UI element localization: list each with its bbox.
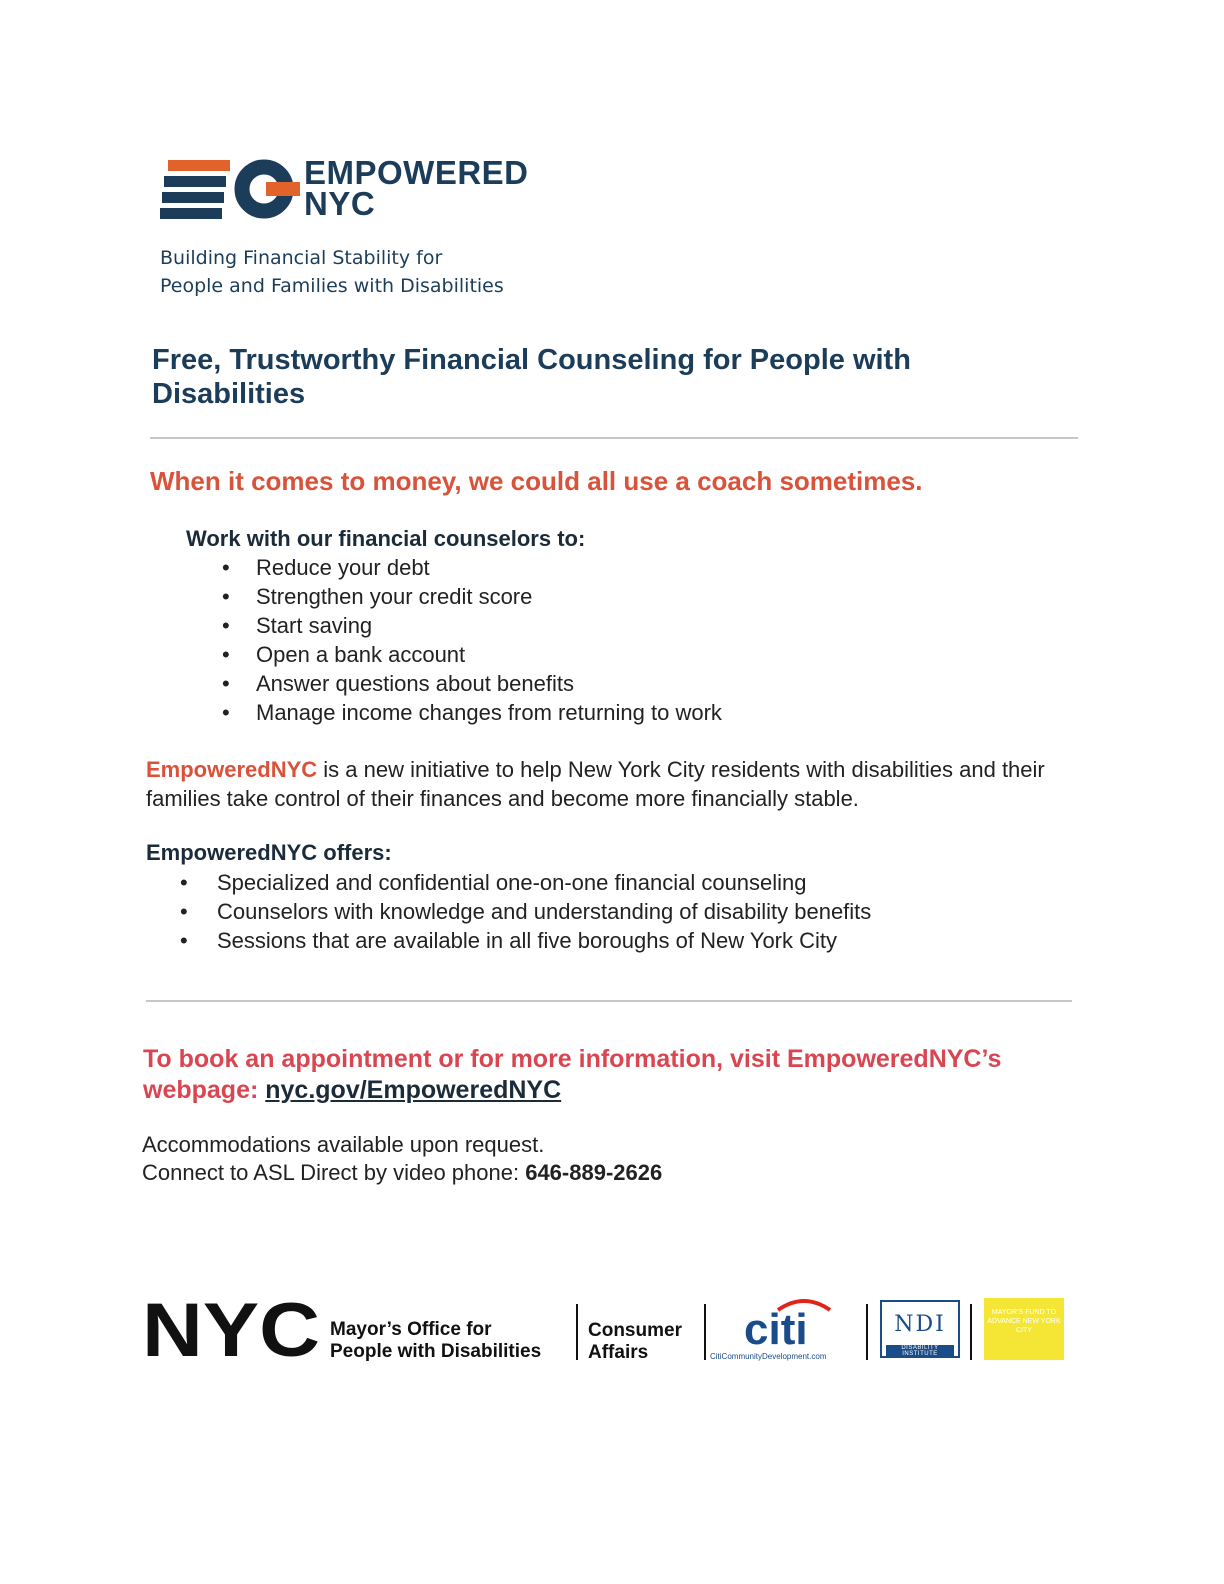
divider-bottom	[146, 1000, 1072, 1002]
page-title: Free, Trustworthy Financial Counseling for People with Disabilities	[152, 344, 911, 410]
logo-line-2: NYC	[304, 185, 376, 222]
webpage-link[interactable]: nyc.gov/EmpoweredNYC	[265, 1076, 562, 1104]
mopd-line-2: People with Disabilities	[330, 1341, 542, 1362]
offers-list	[217, 868, 871, 955]
work-heading: Work with our financial counselors to:	[186, 526, 586, 551]
asl-prefix: Connect to ASL Direct by video phone:	[142, 1160, 526, 1185]
ndi-logo-title: NDI	[894, 1312, 946, 1337]
list-item: • Specialized and confidential one-on-one financial counseling	[217, 868, 871, 897]
ndi-logo-subtitle: DISABILITY INSTITUTE	[886, 1345, 954, 1357]
intro-paragraph	[146, 755, 1086, 813]
mopd-label	[330, 1319, 541, 1363]
intro-text: is a new initiative to help New York City residents with disabilities and their families take control of their finances and become more financially stable.	[146, 757, 1045, 811]
coach-tagline: When it comes to money, we could all use a coach sometimes.	[150, 466, 923, 496]
empowered-nyc-logo-icon	[160, 158, 300, 220]
footer-divider	[970, 1304, 972, 1360]
mopd-line-1: Mayor’s Office for	[330, 1319, 492, 1340]
list-item: • Start saving	[256, 611, 722, 640]
mayors-fund-logo: MAYOR’S FUND TO ADVANCE NEW YORK CITY	[984, 1298, 1064, 1360]
tagline-line-1: Building Financial Stability for	[160, 247, 443, 269]
intro-brand: EmpoweredNYC	[146, 757, 318, 782]
work-list	[256, 553, 722, 727]
tagline-line-2: People and Families with Disabilities	[160, 275, 504, 297]
divider-top	[150, 437, 1078, 439]
asl-phone-number[interactable]: 646-889-2626	[525, 1160, 663, 1185]
list-item: • Manage income changes from returning to work	[256, 698, 722, 727]
accommodations-line: Accommodations available upon request.	[142, 1132, 545, 1157]
offers-heading: EmpoweredNYC offers:	[146, 840, 392, 865]
nyc-logo-icon	[142, 1298, 320, 1360]
footer-divider	[704, 1304, 706, 1360]
list-item: • Counselors with knowledge and understanding of disability benefits	[217, 897, 871, 926]
list-item: • Sessions that are available in all five boroughs of New York City	[217, 926, 871, 955]
logo-line-1: EMPOWERED	[304, 154, 529, 191]
list-item: • Answer questions about benefits	[256, 669, 722, 698]
ndi-logo	[880, 1300, 960, 1358]
footer-divider	[576, 1304, 578, 1360]
ca-line-1: Consumer	[588, 1320, 682, 1341]
citi-url: CitiCommunityDevelopment.com	[710, 1352, 827, 1361]
consumer-affairs-label	[588, 1320, 682, 1364]
ca-line-2: Affairs	[588, 1342, 649, 1363]
tagline	[160, 244, 504, 300]
asl-line	[142, 1159, 662, 1187]
cta-text: To book an appointment or for more information, visit EmpoweredNYC’s webpage:	[143, 1045, 1002, 1104]
footer-divider	[866, 1304, 868, 1360]
nyc-logo-text: NYC	[142, 1298, 320, 1360]
cta-paragraph	[143, 1044, 1063, 1106]
list-item: • Strengthen your credit score	[256, 582, 722, 611]
list-item: • Open a bank account	[256, 640, 722, 669]
citi-logo-text: citi	[744, 1305, 808, 1354]
list-item: • Reduce your debt	[256, 553, 722, 582]
logo-wordmark	[304, 154, 529, 222]
accommodations-block	[142, 1131, 662, 1187]
